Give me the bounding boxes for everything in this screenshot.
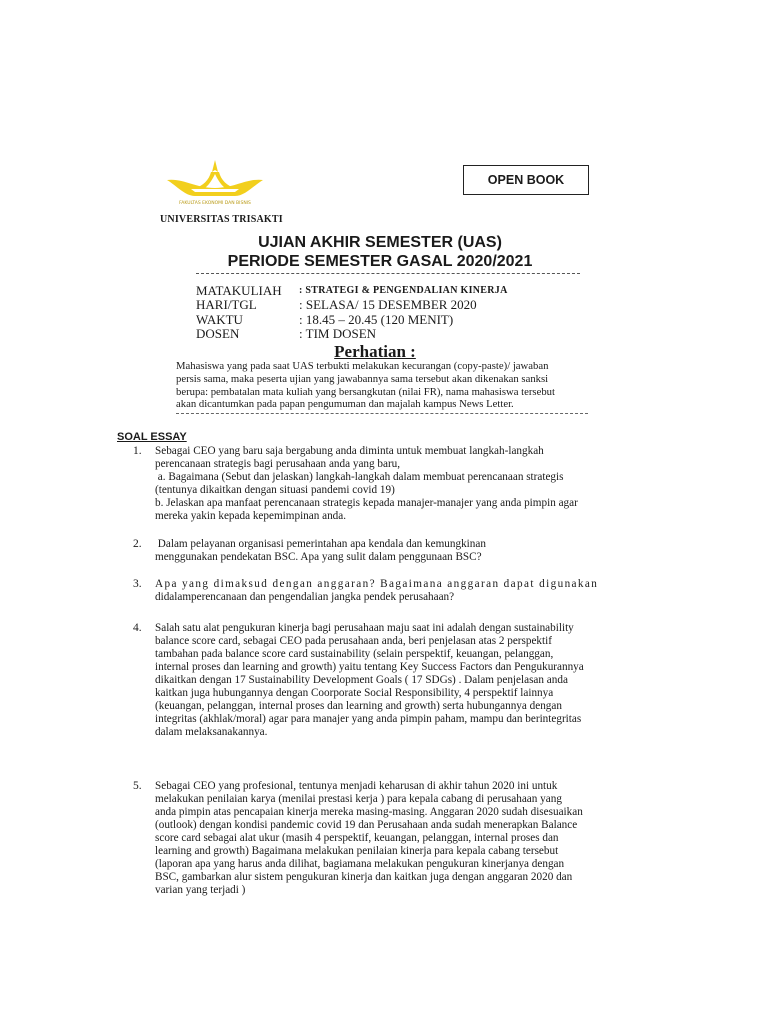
question-line: (outlook) dengan kondisi pandemic covid 19 dan Perusahaan anda sudah menerapkan Balance — [155, 819, 578, 831]
question-line: didalamperencanaan dan pengendalian jangka pendek perusahaan? — [155, 591, 455, 603]
question-number: 1. — [133, 445, 142, 457]
info-row-hari — [196, 298, 576, 312]
section-heading: SOAL ESSAY — [117, 431, 187, 443]
notice-line: akan dicantumkan pada papan pengumuman dan majalah kampus News Letter. — [176, 398, 514, 411]
info-row-dosen — [196, 327, 576, 341]
university-logo — [165, 158, 265, 214]
info-label: DOSEN — [196, 326, 240, 341]
question-line: integritas (akhlak/moral) agar para manajer yang anda pimpin paham, mampu dan berintegritas — [155, 713, 582, 725]
info-label: WAKTU — [196, 312, 243, 327]
question-line: internal proses dan learning and growth) yaitu tentang Key Success Factors dan Pengukurannya — [155, 661, 584, 673]
exam-title: UJIAN AKHIR SEMESTER (UAS) — [258, 234, 502, 251]
question-line: menggunakan pendekatan BSC. Apa yang sulit dalam penggunaan BSC? — [155, 551, 482, 563]
question-number: 2. — [133, 538, 142, 550]
question-4 — [155, 622, 584, 739]
question-line: learning and growth) Bagaimana melakukan penilaian kinerja para kepala cabang tersebut — [155, 845, 559, 857]
notice-line: berupa: pembatalan mata kuliah yang bersangkutan (nilai FR), nama mahasiswa tersebut — [176, 385, 555, 398]
question-line: Apa yang dimaksud dengan anggaran? Bagaimana anggaran dapat digunakan — [155, 578, 599, 590]
question-line: melakukan penilaian karya (menilai prestasi kerja ) para kepala cabang di perusahaan yang — [155, 793, 562, 805]
info-row-matakuliah — [196, 284, 576, 298]
question-line: mereka yakin kepada kepemimpinan anda. — [155, 510, 347, 522]
question-line: kaitkan juga hubungannya dengan Coorporate Social Responsibility, 4 perspektif lainnya — [155, 687, 554, 699]
question-line: a. Bagaimana (Sebut dan jelaskan) langkah-langkah dalam membuat perencanaan strategis — [155, 471, 564, 483]
divider — [196, 273, 580, 274]
question-line: Salah satu alat pengukuran kinerja bagi perusahaan maju saat ini adalah dengan sustainability — [155, 622, 574, 634]
question-line: Sebagai CEO yang profesional, tentunya menjadi keharusan di akhir tahun 2020 ini untuk — [155, 780, 558, 792]
question-line: dikaitkan dengan 17 Sustainability Development Goals ( 17 SDGs) . Dalam penjelasan anda — [155, 674, 568, 686]
question-1 — [155, 445, 578, 523]
question-line: score card sebagai alat ukur (masih 4 perspektif, keuangan, pelanggan, internal proses dan — [155, 832, 559, 844]
question-line: (tentunya dikaitkan dengan situasi pandemi covid 19) — [155, 484, 395, 496]
question-3 — [155, 578, 598, 604]
notice-heading: Perhatian : — [334, 342, 416, 361]
university-name: UNIVERSITAS TRISAKTI — [160, 214, 283, 225]
question-line: (laporan apa yang harus anda dilihat, bagiamana melakukan pengukuran kinerjanya dengan — [155, 858, 565, 870]
question-line: balance score card, sebagai CEO pada perusahaan anda, beri penjelasan atas 2 perspektif — [155, 635, 552, 647]
question-line: Sebagai CEO yang baru saja bergabung anda diminta untuk membuat langkah-langkah — [155, 445, 544, 457]
question-line: b. Jelaskan apa manfaat perencanaan strategis kepada manajer-manajer yang anda pimpin agar — [155, 497, 578, 509]
question-line: varian yang terjadi ) — [155, 884, 246, 896]
question-2 — [155, 538, 486, 564]
question-line: dalam melaksanakannya. — [155, 726, 268, 738]
question-5 — [155, 780, 583, 897]
question-number: 5. — [133, 780, 142, 792]
question-number: 4. — [133, 622, 142, 634]
question-line: Dalam pelayanan organisasi pemerintahan apa kendala dan kemungkinan — [155, 538, 486, 550]
question-line: BSC, gambarkan alur sistem pengukuran kinerja dan kaitkan juga dengan anggaran 2020 dan — [155, 871, 573, 883]
info-label: HARI/TGL — [196, 297, 257, 312]
notice-line: persis sama, maka peserta ujian yang jawabannya sama tersebut akan dikenakan sanksi — [176, 372, 549, 385]
open-book-label: OPEN BOOK — [463, 165, 589, 195]
info-value: : SELASA/ 15 DESEMBER 2020 — [299, 297, 477, 312]
info-value: : STRATEGI & PENGENDALIAN KINERJA — [299, 285, 508, 296]
question-number: 3. — [133, 578, 142, 590]
notice-line: Mahasiswa yang pada saat UAS terbukti melakukan kecurangan (copy-paste)/ jawaban — [176, 360, 549, 372]
question-line: anda pimpin atas pencapaian kinerja mereka masing-masing. Anggaran 2020 sudah disesuaikan — [155, 806, 583, 818]
question-line: perencanaan strategis bagi perusahaan anda yang baru, — [155, 458, 401, 470]
exam-period: PERIODE SEMESTER GASAL 2020/2021 — [227, 253, 533, 270]
logo-caption: FAKULTAS EKONOMI DAN BISNIS — [179, 201, 251, 206]
question-line: tambahan pada balance score card sustainability (selain perspektif, keuangan, pelanggan, — [155, 648, 554, 660]
info-label: MATAKULIAH — [196, 283, 282, 298]
info-value: : 18.45 – 20.45 (120 MENIT) — [299, 312, 454, 327]
question-line: (keuangan, pelanggan, internal proses dan learning and growth) serta hubungannya dengan — [155, 700, 562, 712]
info-value: : TIM DOSEN — [299, 326, 377, 341]
divider — [176, 413, 588, 414]
info-row-waktu — [196, 313, 576, 327]
notice-text — [176, 360, 588, 411]
